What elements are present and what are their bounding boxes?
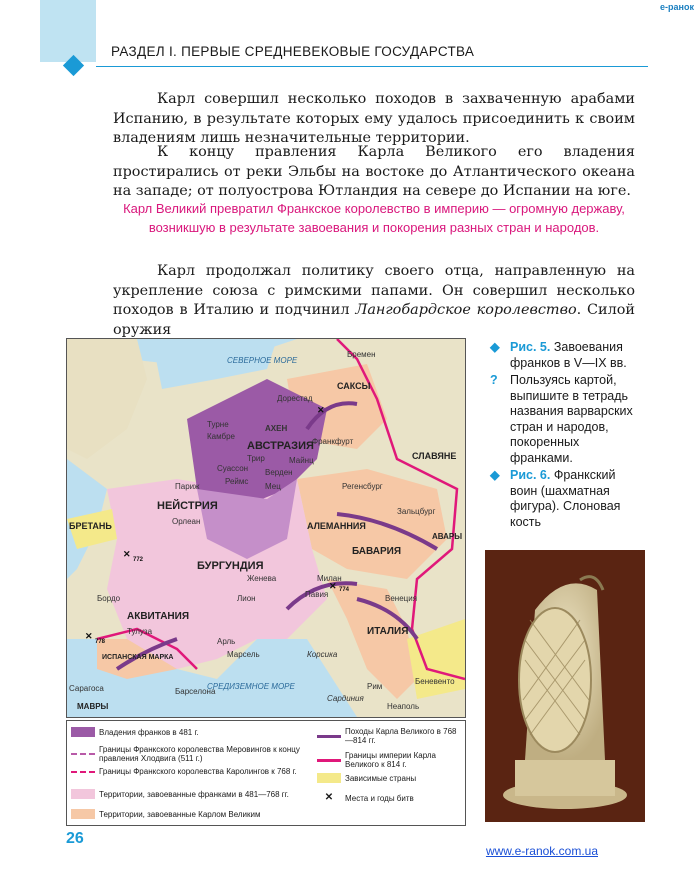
legend-line-icon bbox=[317, 759, 341, 762]
alemannia-label: АЛЕМАННИЯ bbox=[307, 521, 366, 531]
saxons-label: САКСЫ bbox=[337, 381, 371, 391]
city-geneva: Женева bbox=[247, 574, 277, 583]
city-paris: Париж bbox=[175, 482, 200, 491]
legend-label: Владения франков в 481 г. bbox=[99, 727, 199, 737]
city-trier: Трир bbox=[247, 454, 265, 463]
city-aachen: АХЕН bbox=[265, 424, 288, 433]
legend-item-conquests-481-768 bbox=[71, 789, 311, 799]
aquitaine-label: АКВИТАНИЯ bbox=[127, 611, 190, 622]
page-number: 26 bbox=[66, 830, 84, 847]
battle-year-778: 778 bbox=[95, 639, 106, 645]
battle-marker-aquitaine: ✕ bbox=[123, 549, 131, 559]
legend-label: Территории, завоеванные Карлом Великим bbox=[99, 809, 261, 819]
legend-item-merovingian-border bbox=[71, 745, 311, 763]
question-text: Пользуясь картой, выпишите в тетрадь названия варварских стран и народов, покоренных франками. bbox=[510, 373, 633, 465]
paragraph-2 bbox=[113, 143, 635, 202]
city-marseille: Марсель bbox=[227, 650, 260, 659]
paragraph-3-text bbox=[113, 262, 635, 340]
legend-dash-icon bbox=[71, 771, 95, 773]
diamond-bullet-icon: ◆ bbox=[490, 468, 500, 482]
neustria-label: НЕЙСТРИЯ bbox=[157, 500, 218, 512]
legend-item-empire-border bbox=[317, 751, 462, 769]
city-cambrai: Камбре bbox=[207, 432, 235, 441]
legend-swatch bbox=[71, 727, 95, 737]
legend-swatch bbox=[317, 773, 341, 783]
burgundy-label: БУРГУНДИЯ bbox=[197, 560, 264, 572]
city-salzburg: Зальцбург bbox=[397, 507, 436, 516]
city-bremen: Бремен bbox=[347, 350, 376, 359]
battle-year-772: 772 bbox=[133, 557, 144, 563]
city-dorestad: Дорестад bbox=[277, 394, 313, 403]
paragraph-3-term: Лангобардское королевство bbox=[355, 302, 577, 319]
city-naples: Неаполь bbox=[387, 702, 420, 711]
slavs-label: СЛАВЯНЕ bbox=[412, 451, 457, 461]
figure-captions bbox=[488, 340, 638, 532]
island-sardinia: Сардиния bbox=[327, 694, 364, 703]
battle-marker-roncevaux: ✕ bbox=[85, 631, 93, 641]
north-sea-label: СЕВЕРНОЕ МОРЕ bbox=[227, 356, 298, 365]
paragraph-3 bbox=[113, 262, 635, 340]
brittany-label: БРЕТАНЬ bbox=[69, 521, 112, 531]
city-toulouse: Тулуза bbox=[127, 627, 153, 636]
city-mainz: Майнц bbox=[289, 456, 314, 465]
city-reims: Реймс bbox=[225, 477, 249, 486]
legend-item-charlemagne-conquests bbox=[71, 809, 311, 819]
legend-label: Границы Франкского королевства Меровингов к концу правления Хлодвига (511 г.) bbox=[99, 745, 300, 763]
paragraph-1 bbox=[113, 90, 635, 149]
battle-marker-saxony: ✕ bbox=[317, 405, 325, 415]
legend-dash-icon bbox=[71, 753, 95, 755]
publisher-logo: e-ранок bbox=[660, 2, 694, 12]
city-pavia: Павия bbox=[305, 590, 329, 599]
city-soissons: Суассон bbox=[217, 464, 249, 473]
section-title: РАЗДЕЛ I. ПЕРВЫЕ СРЕДНЕВЕКОВЫЕ ГОСУДАРСТВА bbox=[111, 44, 475, 59]
city-verdun: Верден bbox=[265, 468, 293, 477]
fig6-label: Рис. 6. bbox=[510, 468, 551, 482]
moors-label: МАВРЫ bbox=[77, 702, 109, 711]
legend-item-campaigns bbox=[317, 727, 462, 745]
fig5-text: Завоевания франков в V—IX вв. bbox=[510, 340, 627, 370]
legend-label: Границы Франкского королевства Каролингов к 768 г. bbox=[99, 767, 297, 776]
italy-label: ИТАЛИЯ bbox=[367, 626, 409, 637]
legend-label: Зависимые страны bbox=[345, 773, 417, 783]
city-milan: Милан bbox=[317, 574, 342, 583]
battle-icon: ✕ bbox=[324, 792, 334, 803]
legend-item-carolingian-border bbox=[71, 767, 311, 776]
city-lyon: Лион bbox=[237, 594, 256, 603]
legend-label: Походы Карла Великого в 768—814 гг. bbox=[345, 727, 457, 745]
mediterranean-label: СРЕДИЗЕМНОЕ МОРЕ bbox=[207, 682, 295, 691]
city-tournai: Турне bbox=[207, 420, 229, 429]
city-orleans: Орлеан bbox=[172, 517, 201, 526]
battle-year-774: 774 bbox=[339, 587, 350, 593]
city-bordeaux: Бордо bbox=[97, 594, 121, 603]
island-corsica: Корсика bbox=[307, 650, 338, 659]
legend-swatch bbox=[71, 809, 95, 819]
paragraph-3-part-b: . Силой оружия bbox=[113, 302, 635, 338]
battle-marker-pavia: ✕ bbox=[329, 581, 337, 591]
caption-fig6 bbox=[488, 468, 638, 530]
caption-question bbox=[488, 373, 638, 466]
header-color-band bbox=[40, 0, 96, 62]
city-arles: Арль bbox=[217, 637, 236, 646]
city-metz: Мец bbox=[265, 482, 281, 491]
frankish-conquests-map bbox=[66, 338, 466, 718]
paragraph-1-text: Карл совершил несколько походов в захваченную арабами Испанию, в результате которых ему удалось присоединить к своим владениям лишь незначительные территории. bbox=[113, 91, 635, 147]
frankish-warrior-chess-piece-photo bbox=[485, 550, 645, 822]
caption-fig5 bbox=[488, 340, 638, 371]
bavaria-label: БАВАРИЯ bbox=[352, 546, 402, 557]
spanish-march-label: ИСПАНСКАЯ МАРКА bbox=[102, 654, 174, 661]
legend-label: Места и годы битв bbox=[345, 793, 414, 803]
paragraph-2-text: К концу правления Карла Великого его владения простирались от реки Эльбы на востоке до Атлантического океана на западе; от полуострова Ютландия на севере до Испании на юге. bbox=[113, 144, 635, 200]
fig5-label: Рис. 5. bbox=[510, 340, 551, 354]
key-idea-highlight: Карл Великий превратил Франкское королевство в империю — огромную державу, возникшую в результате завоевания и покорения разных стран и народов. bbox=[123, 201, 625, 235]
diamond-bullet-icon: ◆ bbox=[490, 340, 500, 354]
city-regensburg: Регенсбург bbox=[342, 482, 383, 491]
city-venice: Венеция bbox=[385, 594, 418, 603]
map-svg bbox=[67, 339, 465, 717]
city-benevento: Беневенто bbox=[415, 677, 455, 686]
city-zaragoza: Сарагоса bbox=[69, 684, 104, 693]
legend-label: Территории, завоеванные франками в 481—768 гг. bbox=[99, 789, 289, 799]
map-legend bbox=[66, 720, 466, 826]
legend-item-battles bbox=[317, 793, 462, 803]
avars-label: АВАРЫ bbox=[432, 532, 463, 541]
legend-arrow-icon bbox=[317, 735, 341, 738]
city-frankfurt: Франкфурт bbox=[312, 437, 354, 446]
paragraph-3-part-a: Карл продолжал политику своего отца, направленную на укрепление союза с римскими папами. Он совершил несколько походов в Италию и подчинил bbox=[113, 263, 635, 319]
legend-item-dependent bbox=[317, 773, 462, 783]
legend-label: Границы империи Карла Великого к 814 г. bbox=[345, 751, 436, 769]
fig6-text: Франкский воин (шахматная фигура). Слоновая кость bbox=[510, 468, 621, 529]
legend-item-franks-481 bbox=[71, 727, 261, 737]
question-mark-icon: ? bbox=[490, 373, 498, 387]
city-rome: Рим bbox=[367, 682, 383, 691]
legend-swatch bbox=[71, 789, 95, 799]
city-barcelona: Барселона bbox=[175, 687, 216, 696]
publisher-website-link[interactable]: www.e-ranok.com.ua bbox=[485, 844, 598, 858]
header-rule bbox=[96, 66, 648, 67]
austrasia-label: АВСТРАЗИЯ bbox=[247, 440, 314, 452]
chess-piece-illustration bbox=[485, 550, 645, 822]
